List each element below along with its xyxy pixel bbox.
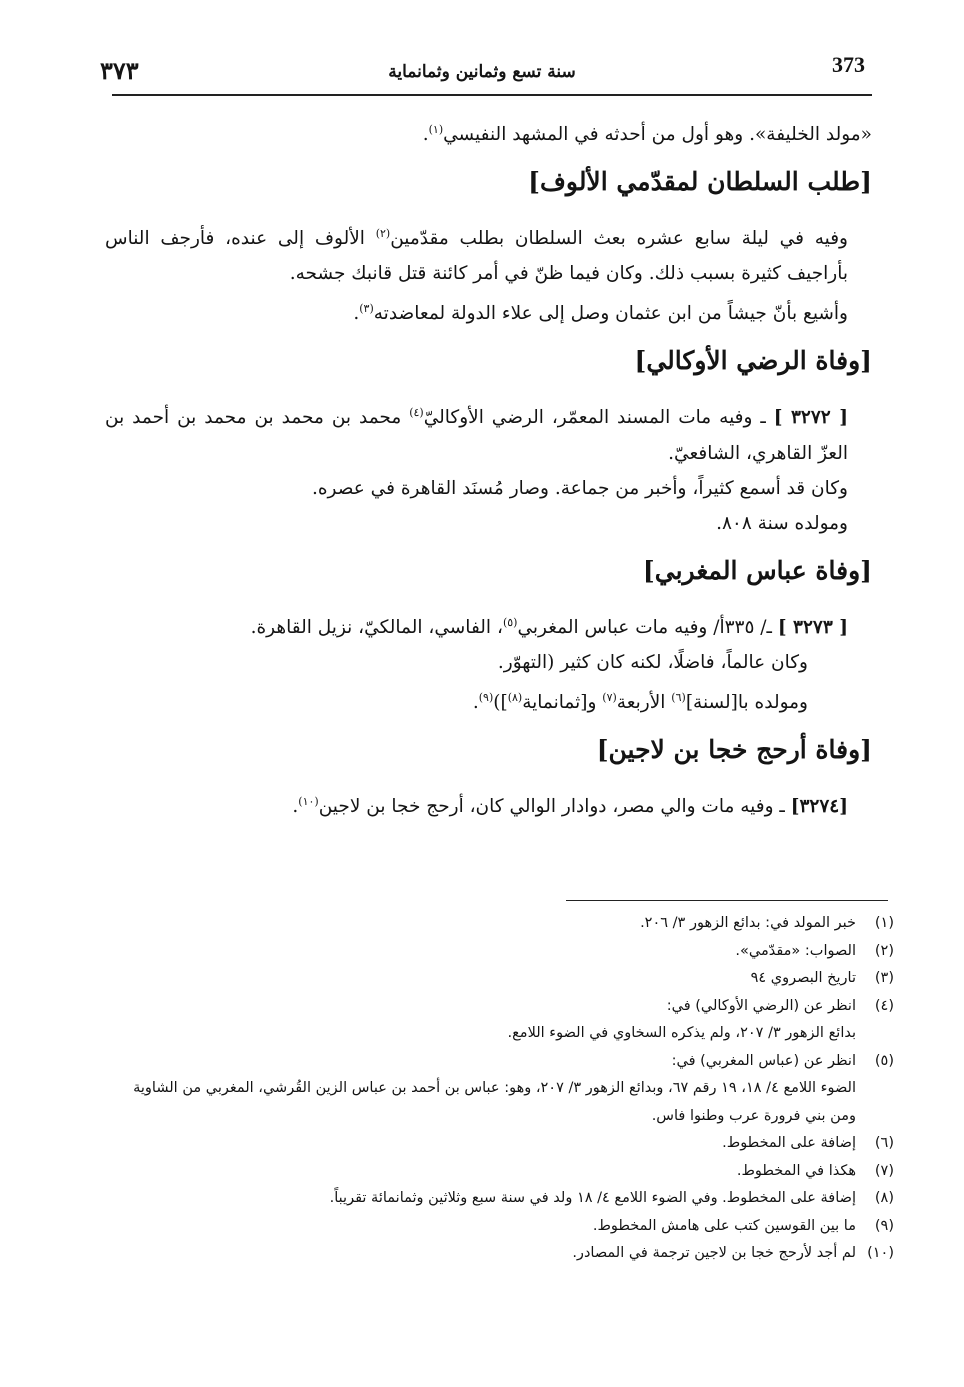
page-number-arabic: ٣٧٣ xyxy=(100,56,139,85)
footnote-text: إضافة على المخطوط. وفي الضوء اللامع ٤/ ١٨ ولد في سنة سبع وثلاثين وثمانمائة تقريباً. xyxy=(329,1190,856,1206)
footnote-text: الصواب: «مقدّمي». xyxy=(735,942,856,959)
footnote-ref: (٥) xyxy=(502,615,518,629)
footnote-item xyxy=(120,910,894,938)
footnote-item xyxy=(120,1213,894,1241)
footnote-ref: (٨) xyxy=(507,690,523,704)
footnote-number: (٥) xyxy=(874,1052,894,1069)
footnote-item xyxy=(120,938,894,966)
footnote-number: (٣) xyxy=(874,970,894,986)
entry-paragraph: [ ٣٢٧٣ ] ـ/ ٣٣٥أ/ وفيه مات عباس المغربي$^{(٥)}$، الفاسي، المالكيّ، نزيل القاهرة. xyxy=(250,615,848,638)
footnote-rule xyxy=(566,900,888,901)
paragraph: وأشيع بأنّ جيشاً من ابن عثمان وصل إلى علاء الدولة لمعاضدته$^{(٣)}$. xyxy=(353,302,848,325)
footnote-item xyxy=(120,1158,894,1186)
footnote-ref: (٣) xyxy=(359,302,374,316)
footnote-ref: (١٠) xyxy=(298,794,319,808)
footnote-text: لم أجد لأرحج خجا بن لاجين ترجمة في المصادر. xyxy=(572,1245,856,1261)
footnote-ref: (١) xyxy=(428,123,444,136)
footnote-continuation: بدائع الزهور ٣/ ٢٠٧، ولم يذكره السخاوي في الضوء اللامع. xyxy=(507,1025,856,1041)
entry-number: [ ٣٢٧٢ ] xyxy=(773,407,849,429)
footnote-number: (٩) xyxy=(874,1217,894,1234)
footnote-item xyxy=(120,1048,894,1076)
footnote-text: إضافة على المخطوط. xyxy=(722,1135,856,1151)
entry-number: [ ٣٢٧٣ ] xyxy=(777,616,848,638)
footnote-ref: (٤) xyxy=(409,406,424,420)
paragraph: وفيه في ليلة سابع عشره بعث السلطان بطلب مقدّمين$^{(٢)}$ الألوف إلى عنده، فأرجف الناس بأراجيف كثيرة بسبب ذلك. وكان فيما ظنّ في أمر كائنة قتل قانبك جشحه. xyxy=(105,227,848,285)
running-title: سنة تسع وثمانين وثمانماية xyxy=(388,62,576,82)
section-heading: [وفاة أرحج خجا بن لاجين] xyxy=(596,734,872,764)
footnote-ref: (٩) xyxy=(478,690,494,704)
footnote-number: (٧) xyxy=(874,1162,894,1179)
section-heading: [وفاة الرضي الأوكالي] xyxy=(634,346,872,376)
footnote-number: (١) xyxy=(874,915,894,931)
footnote-text: انظر عن (عباس المغربي) في: xyxy=(671,1052,856,1069)
main-text xyxy=(105,112,872,824)
footnote-item xyxy=(120,993,894,1021)
footnote-text: هكذا في المخطوط. xyxy=(736,1162,856,1179)
page-number-latin: 373 xyxy=(832,52,865,77)
footnote-continuation: الضوء اللامع ٤/ ١٨، ١٩ رقم ٦٧، وبدائع الزهور ٣/ ٢٠٧، وهو: عباس بن أحمد بن عباس الزين القُرشي، المغربي من الشاوية ومن بني فرورة عرب وطنوا فاس. xyxy=(133,1080,856,1124)
footnote-text: ما بين القوسين كتب على هامش المخطوط. xyxy=(592,1217,856,1234)
header-rule xyxy=(112,94,872,96)
footnote-number: (٨) xyxy=(874,1190,894,1206)
intro-paragraph: «مولد الخليفة». وهو أول من أحدثه في المشهد النفيسي$^{(١)}$. xyxy=(422,123,872,146)
footnote-item xyxy=(120,1130,894,1158)
footnote-number: (١٠) xyxy=(867,1245,894,1261)
paragraph: ومولده سنة ٨٠٨. xyxy=(716,512,848,534)
paragraph: وكان عالماً، فاضلًا، لكنه كان كثير (التهوّر. xyxy=(497,651,808,673)
paragraph: ومولده با[لسنة]$^{(٦)}$ الأربعة$^{(٧)}$ و[ثمانماية$^{(٨)}$])$^{(٩)}$. xyxy=(472,690,808,713)
footnote-number: (٢) xyxy=(874,942,894,959)
paragraph: وكان قد أسمع كثيراً، وأخبر من جماعة. وصار مُسنَد القاهرة في عصره. xyxy=(311,477,848,499)
footnote-number: (٤) xyxy=(874,997,894,1014)
entry-paragraph: [ ٣٢٧٢ ] ـ وفيه مات المسند المعمّر، الرضي الأوكاليّ$^{(٤)}$ محمد بن محمد بن محمد بن أحمد بن العزّ القاهري، الشافعيّ. xyxy=(105,406,849,464)
footnotes xyxy=(120,910,894,1268)
footnote-ref: (٧) xyxy=(602,690,617,704)
footnote-item xyxy=(120,965,894,993)
entry-number: [٣٢٧٤] xyxy=(790,796,848,818)
footnote-item xyxy=(120,1240,894,1268)
footnote-number: (٦) xyxy=(874,1135,894,1151)
entry-paragraph: [٣٢٧٤] ـ وفيه مات والي مصر، دوادار الوالي كان، أرحج خجا بن لاجين$^{(١٠)}$. xyxy=(292,794,848,818)
footnote-text: انظر عن (الرضي الأوكالي) في: xyxy=(666,997,856,1014)
footnote-item xyxy=(120,1185,894,1213)
footnote-text: تاريخ البصروي ٩٤ xyxy=(750,970,856,986)
footnote-ref: (٢) xyxy=(375,227,391,241)
section-heading: [طلب السلطان لمقدّمي الألوف] xyxy=(528,167,872,197)
page-header xyxy=(90,52,874,92)
footnote-text: خبر المولد في: بدائع الزهور ٣/ ٢٠٦. xyxy=(640,915,856,931)
footnote-ref: (٦) xyxy=(671,690,686,704)
section-heading: [وفاة عباس المغربي] xyxy=(642,555,872,585)
